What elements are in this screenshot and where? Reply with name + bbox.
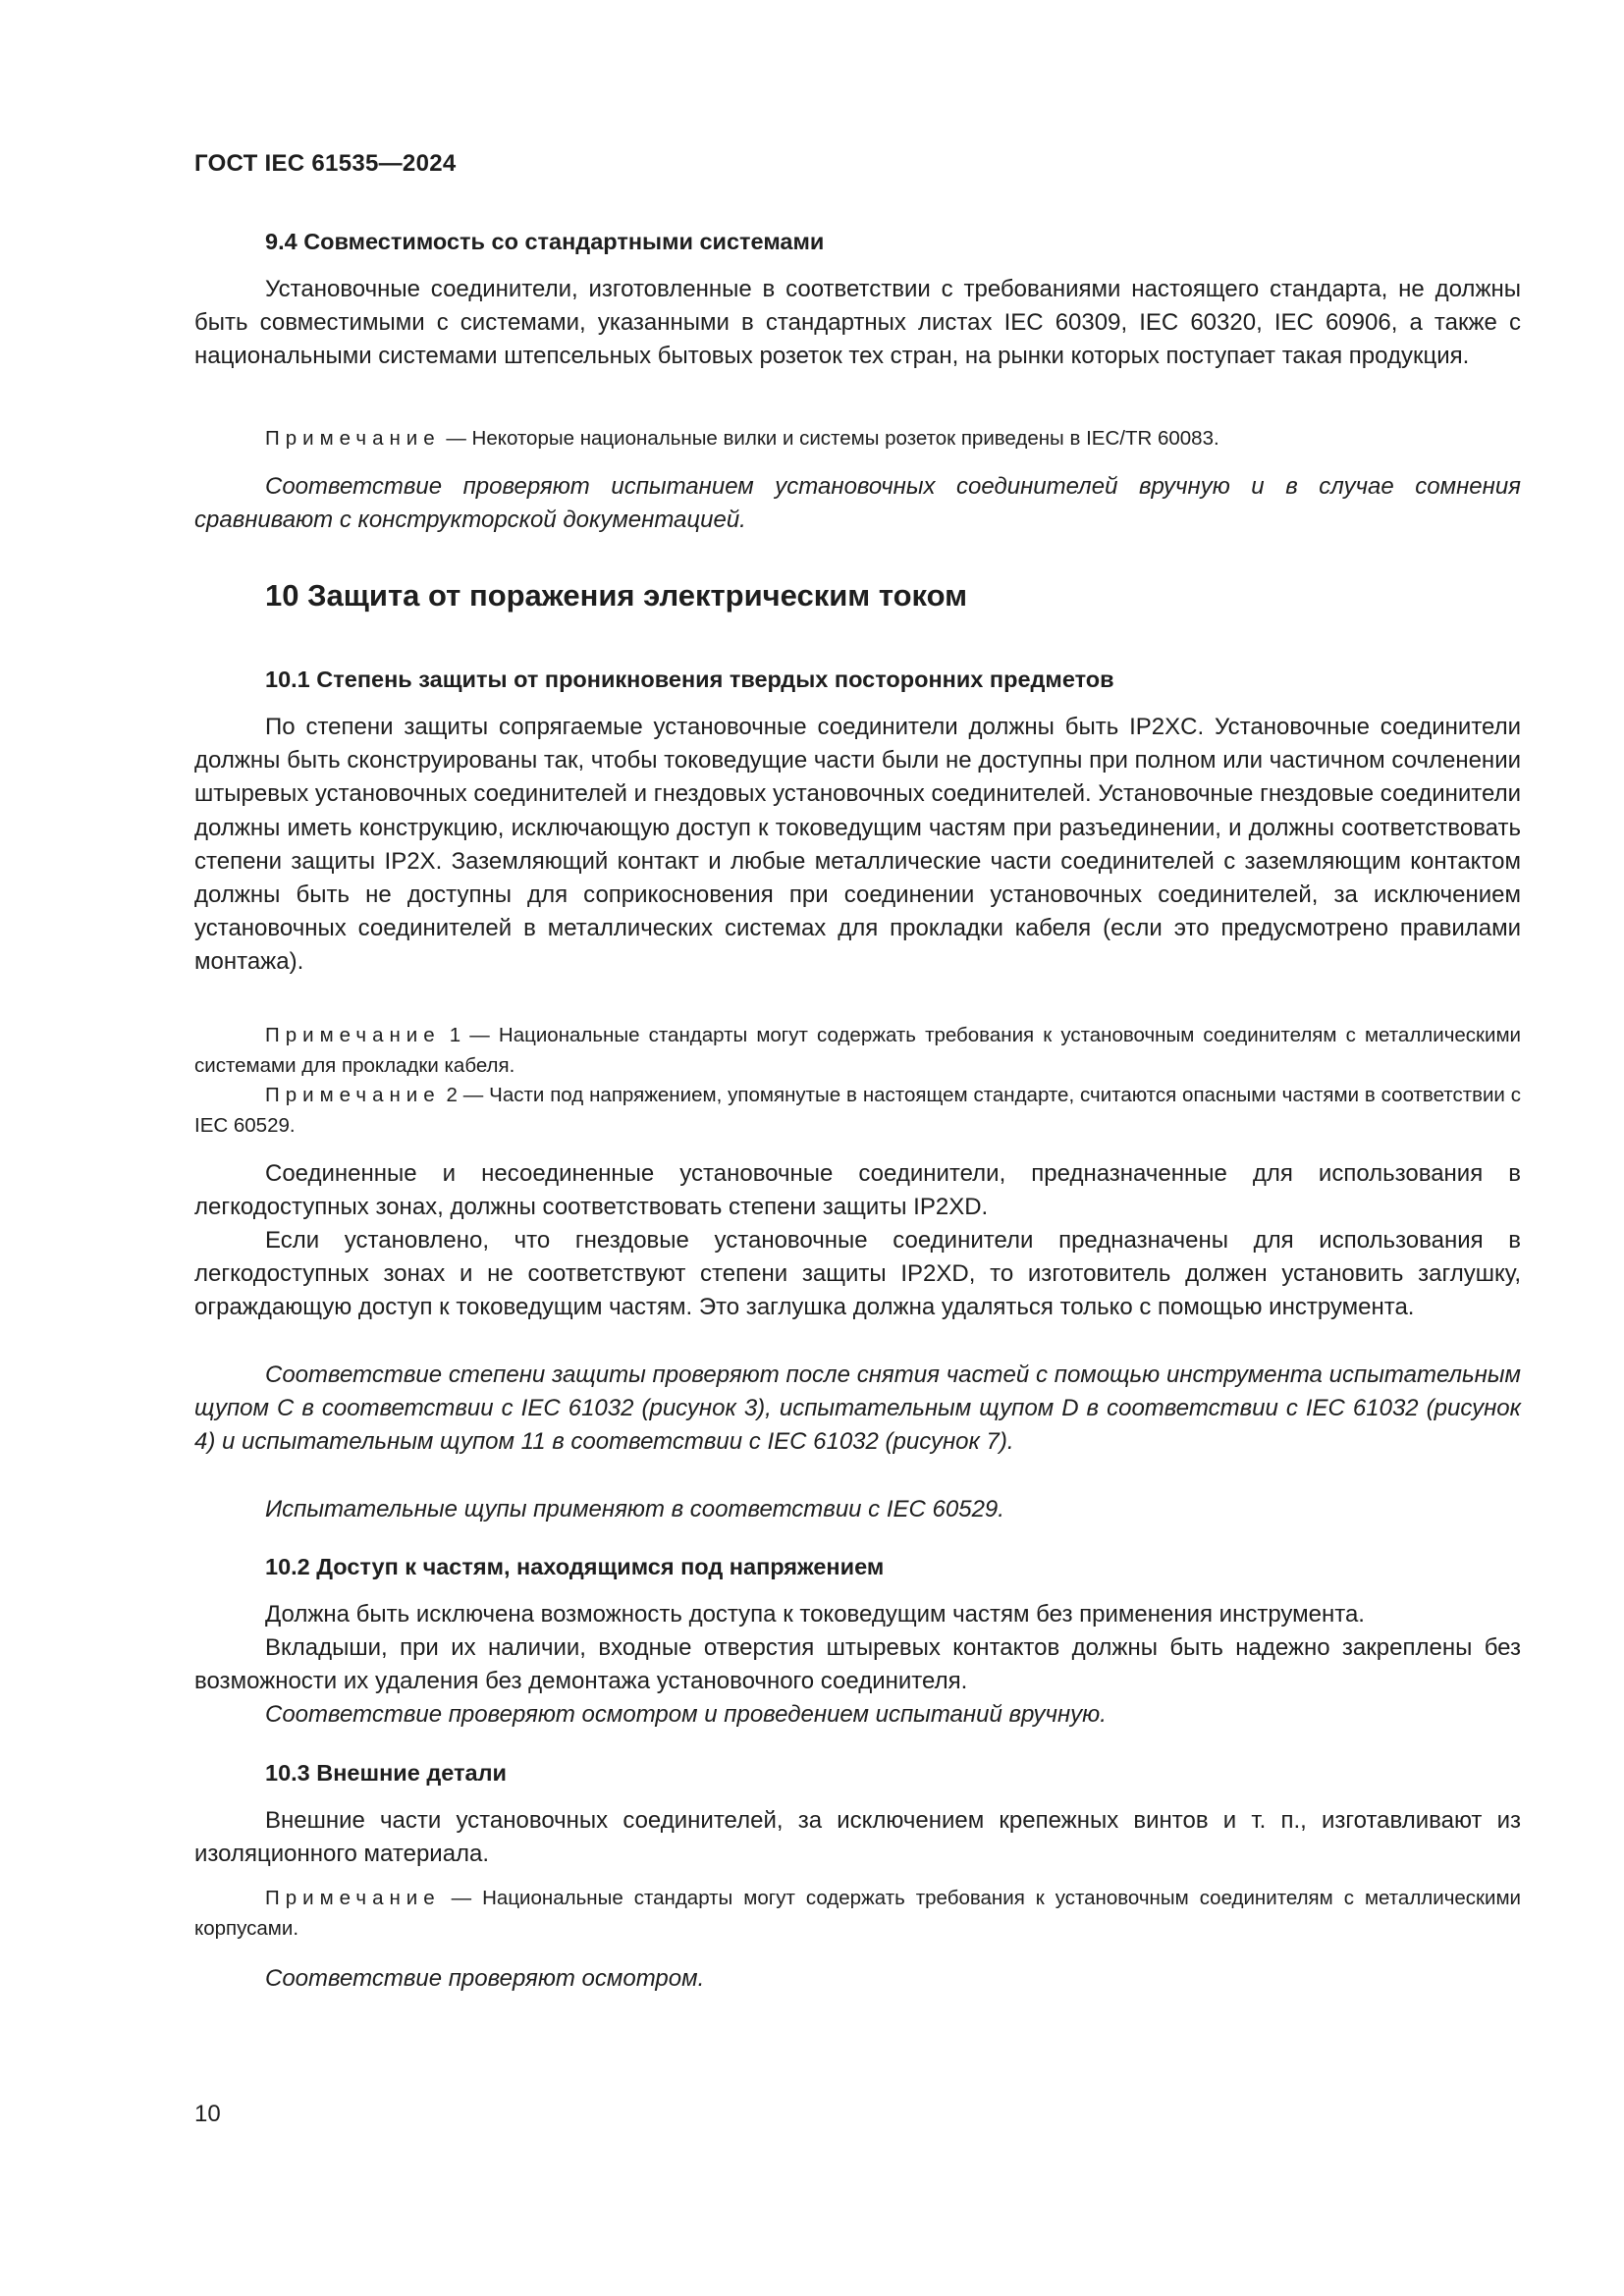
- section-9-4-compliance: Соответствие проверяют испытанием установочных соединителей вручную и в случае сомнения сравнивают с конструкторской документацией.: [194, 473, 1521, 534]
- section-10-2-paragraph-2: Вкладыши, при их наличии, входные отверстия штыревых контактов должны быть надежно закреплены без возможности их удаления без демонтажа установочного соединителя.: [194, 1634, 1521, 1695]
- section-10-1-heading: 10.1 Степень защиты от проникновения твердых посторонних предметов: [265, 667, 1114, 692]
- section-10-3-compliance: Соответствие проверяют осмотром.: [265, 1965, 705, 1992]
- section-10-3-paragraph: Внешние части установочных соединителей, за исключением крепежных винтов и т. п., изготавливают из изоляционного материала.: [194, 1807, 1521, 1868]
- note-label: Примечание: [265, 1084, 441, 1106]
- section-10-1-paragraph-2: Соединенные и несоединенные установочные соединители, предназначенные для использования в легкодоступных зонах, должны соответствовать степени защиты IP2XD.: [194, 1160, 1521, 1221]
- page-number: 10: [194, 2101, 221, 2127]
- note-text: — Национальные стандарты могут содержать требования к установочным соединителям с металлическими корпусами.: [194, 1887, 1521, 1940]
- section-10-1-paragraph-3: Если установлено, что гнездовые установочные соединители предназначены для использования в легкодоступных зонах и не соответствуют степени защиты IP2XD, то изготовитель должен установить заглушку, ограждающую доступ к токоведущим частям. Это заглушка должна удаляться только с помощью инструмента.: [194, 1227, 1521, 1321]
- section-10-1-probes: Испытательные щупы применяют в соответствии с IEC 60529.: [265, 1496, 1004, 1522]
- section-10-3-heading: 10.3 Внешние детали: [265, 1760, 507, 1786]
- section-10-2-heading: 10.2 Доступ к частям, находящимся под напряжением: [265, 1554, 885, 1579]
- section-9-4-note: [194, 424, 1521, 454]
- note-text: — Некоторые национальные вилки и системы розеток приведены в IEC/TR 60083.: [440, 427, 1219, 450]
- section-9-4-heading: 9.4 Совместимость со стандартными системами: [265, 229, 825, 254]
- section-10-1-compliance: Соответствие степени защиты проверяют после снятия частей с помощью инструмента испытательным щупом С в соответствии с IEC 61032 (рисунок 3), испытательным щупом D в соответствии с IEC 61032 (рисунок 4) и испытательным щупом 11 в соответствии с IEC 61032 (рисунок 7).: [194, 1362, 1521, 1456]
- section-10-1-note-2: [194, 1081, 1521, 1141]
- document-header: ГОСТ IEC 61535—2024: [194, 150, 457, 177]
- section-10-heading: 10 Защита от поражения электрическим током: [265, 578, 968, 613]
- note-text: 1 — Национальные стандарты могут содержать требования к установочным соединителям с металлическими системами для прокладки кабеля.: [194, 1024, 1521, 1077]
- note-label: Примечание: [265, 1887, 441, 1909]
- note-text: 2 — Части под напряжением, упомянутые в настоящем стандарте, считаются опасными частями в соответствии с IEC 60529.: [194, 1084, 1521, 1137]
- section-10-1-paragraph: По степени защиты сопрягаемые установочные соединители должны быть IP2XC. Установочные соединители должны быть сконструированы так, чтобы токоведущие части были не доступны при полном или частичном сочленении штыревых установочных соединителей и гнездовых установочных соединителей. Установочные гнездовые соединители должны иметь конструкцию, исключающую доступ к токоведущим частям при разъединении, и должны соответствовать степени защиты IP2X. Заземляющий контакт и любые металлические части соединителей с заземляющим контактом должны быть не доступны для соприкосновения при соединении установочных соединителей, за исключением установочных соединителей в металлических системах для прокладки кабеля (если это предусмотрено правилами монтажа).: [194, 714, 1521, 976]
- section-9-4-paragraph: Установочные соединители, изготовленные в соответствии с требованиями настоящего стандарта, не должны быть совместимыми с системами, указанными в стандартных листах IEC 60309, IEC 60320, IEC 60906, а также с национальными системами штепсельных бытовых розеток тех стран, на рынки которых поступает такая продукция.: [194, 276, 1521, 370]
- section-10-2-compliance: Соответствие проверяют осмотром и проведением испытаний вручную.: [265, 1701, 1107, 1728]
- note-label: Примечание: [265, 427, 441, 450]
- note-label: Примечание: [265, 1024, 441, 1046]
- section-10-1-note-1: [194, 1021, 1521, 1081]
- section-10-3-note: [194, 1884, 1521, 1944]
- section-10-2-paragraph-1: Должна быть исключена возможность доступа к токоведущим частям без применения инструмента.: [265, 1601, 1365, 1628]
